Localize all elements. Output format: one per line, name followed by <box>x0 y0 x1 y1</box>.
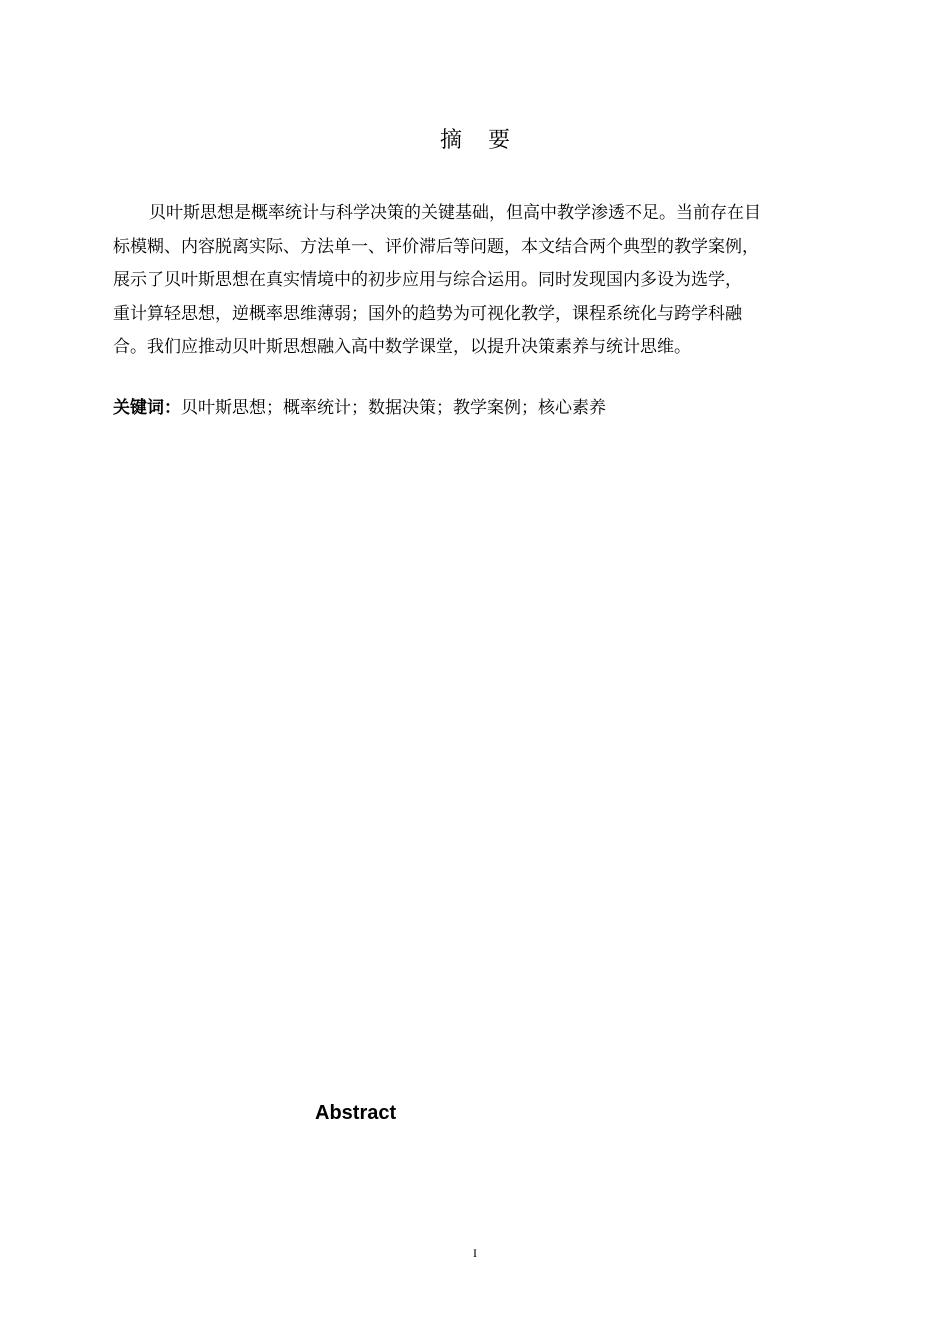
page-number: I <box>473 1246 477 1260</box>
abstract-line: 展示了贝叶斯思想在真实情境中的初步应用与综合运用。同时发现国内多设为选学， <box>113 270 742 290</box>
abstract-en-heading: Abstract <box>315 1102 397 1124</box>
abstract-line: 合。我们应推动贝叶斯思想融入高中数学课堂，以提升决策素养与统计思维。 <box>113 337 691 357</box>
abstract-title: 摘要 <box>439 128 536 153</box>
keywords-values: 贝叶斯思想；概率统计；数据决策；教学案例；核心素养 <box>181 398 606 418</box>
abstract-line: 标模糊、内容脱离实际、方法单一、评价滞后等问题，本文结合两个典型的教学案例， <box>113 236 759 257</box>
abstract-paragraph <box>113 197 843 365</box>
keywords-line <box>113 393 606 423</box>
abstract-line: 贝叶斯思想是概率统计与科学决策的关键基础，但高中教学渗透不足。当前存在目 <box>149 203 761 223</box>
keywords-label: 关键词： <box>113 398 181 418</box>
abstract-line: 重计算轻思想，逆概率思维薄弱；国外的趋势为可视化教学，课程系统化与跨学科融 <box>113 303 742 324</box>
